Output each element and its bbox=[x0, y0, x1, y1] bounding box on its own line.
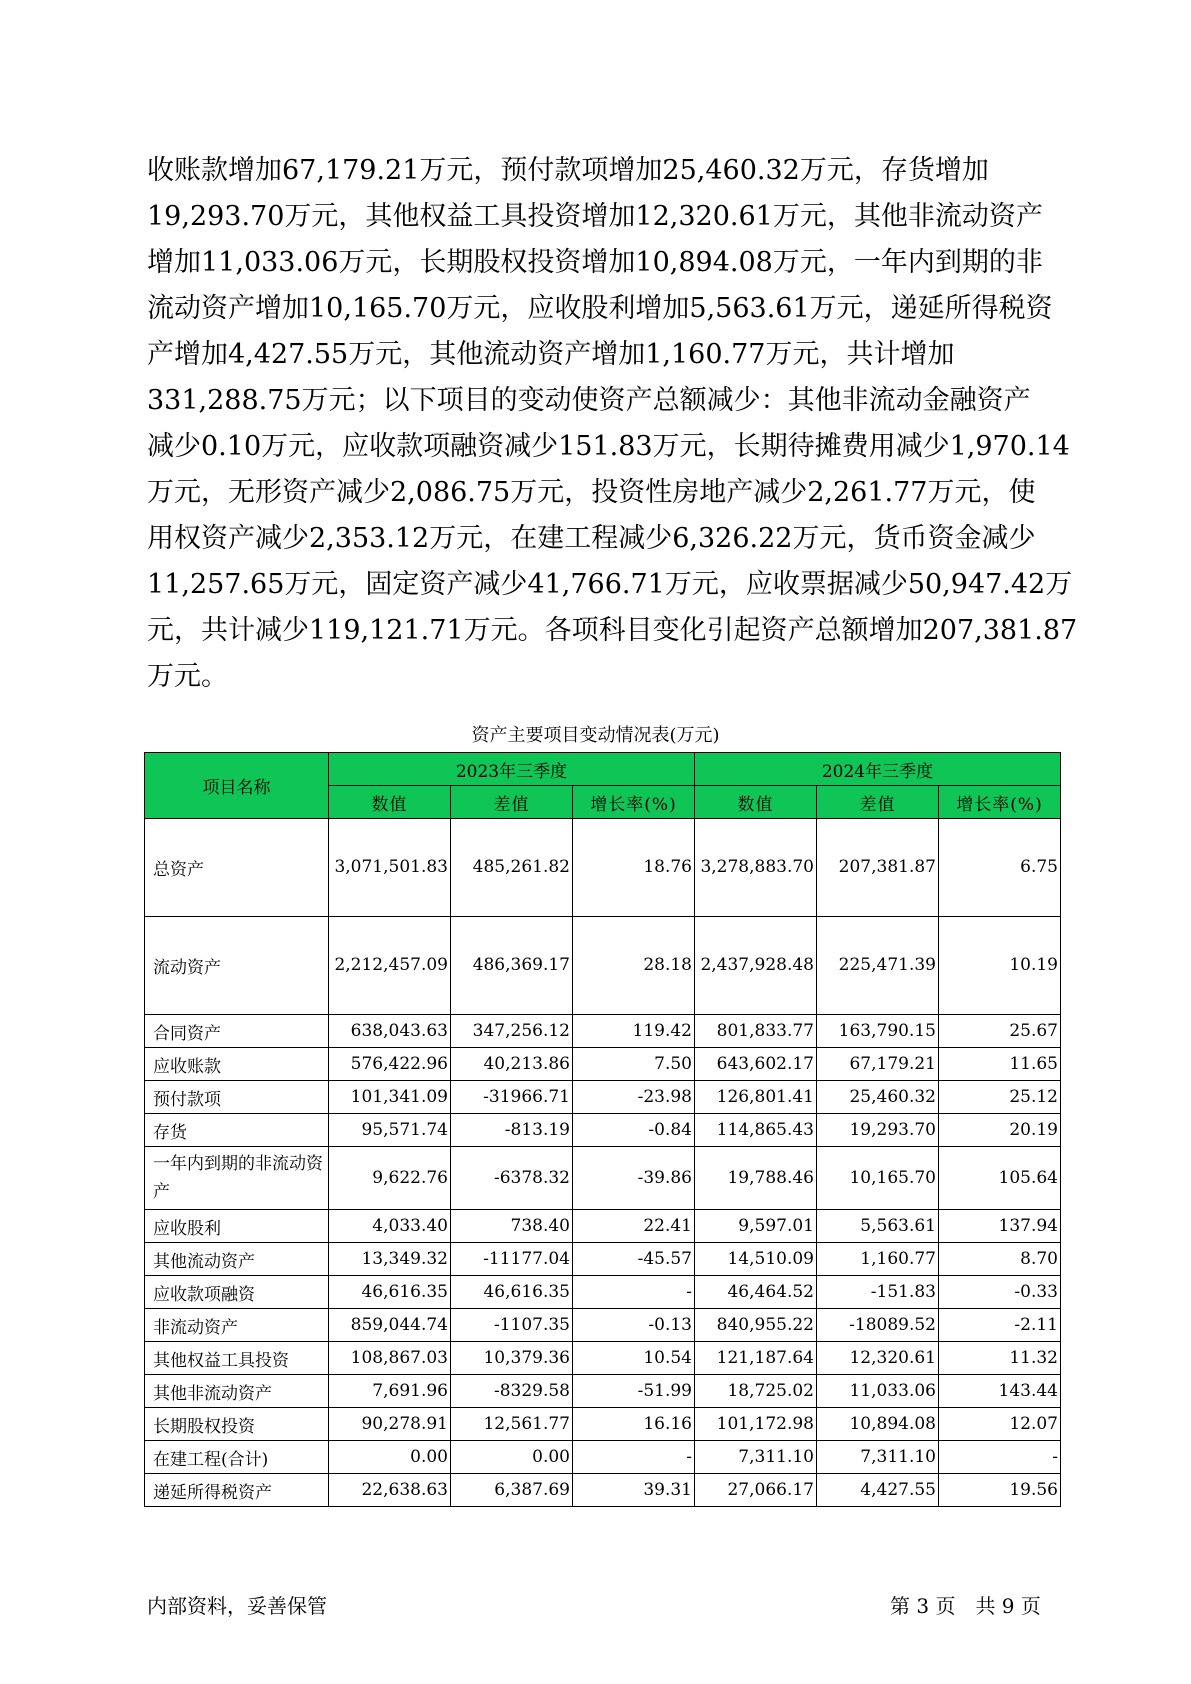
row-cell: 6.75 bbox=[939, 819, 1061, 917]
row-cell: 19.56 bbox=[939, 1474, 1061, 1507]
row-cell: 347,256.12 bbox=[451, 1015, 573, 1048]
row-cell: -51.99 bbox=[573, 1375, 695, 1408]
row-cell: 25.12 bbox=[939, 1081, 1061, 1114]
row-cell: 840,955.22 bbox=[695, 1309, 817, 1342]
row-cell: 137.94 bbox=[939, 1210, 1061, 1243]
row-cell: 108,867.03 bbox=[329, 1342, 451, 1375]
row-cell: 10.19 bbox=[939, 917, 1061, 1015]
row-cell: 4,033.40 bbox=[329, 1210, 451, 1243]
table-row bbox=[145, 1441, 1061, 1474]
row-cell: 27,066.17 bbox=[695, 1474, 817, 1507]
row-item-name: 其他权益工具投资 bbox=[145, 1342, 329, 1375]
table-row bbox=[145, 917, 1061, 1015]
row-cell: 39.31 bbox=[573, 1474, 695, 1507]
row-cell: - bbox=[939, 1441, 1061, 1474]
row-cell: -813.19 bbox=[451, 1114, 573, 1147]
table-row bbox=[145, 1474, 1061, 1507]
row-cell: -11177.04 bbox=[451, 1243, 573, 1276]
header-period-2023: 2023年三季度 bbox=[329, 753, 695, 786]
subheader-growth: 增长率(%) bbox=[939, 786, 1061, 819]
table-row bbox=[145, 1276, 1061, 1309]
table-row bbox=[145, 1048, 1061, 1081]
row-cell: 46,464.52 bbox=[695, 1276, 817, 1309]
row-cell: 738.40 bbox=[451, 1210, 573, 1243]
row-cell: 126,801.41 bbox=[695, 1081, 817, 1114]
row-cell: - bbox=[573, 1276, 695, 1309]
row-cell: 801,833.77 bbox=[695, 1015, 817, 1048]
row-item-name: 其他非流动资产 bbox=[145, 1375, 329, 1408]
row-cell: 19,293.70 bbox=[817, 1114, 939, 1147]
row-cell: -23.98 bbox=[573, 1081, 695, 1114]
row-cell: 3,278,883.70 bbox=[695, 819, 817, 917]
row-cell: 10.54 bbox=[573, 1342, 695, 1375]
paragraph-line: 万元，无形资产减少2,086.75万元，投资性房地产减少2,261.77万元，使 bbox=[147, 477, 1036, 508]
row-item-name: 递延所得税资产 bbox=[145, 1474, 329, 1507]
row-cell: 485,261.82 bbox=[451, 819, 573, 917]
row-cell: 8.70 bbox=[939, 1243, 1061, 1276]
row-cell: 6,387.69 bbox=[451, 1474, 573, 1507]
row-cell: 163,790.15 bbox=[817, 1015, 939, 1048]
row-cell: -18089.52 bbox=[817, 1309, 939, 1342]
row-cell: 0.00 bbox=[451, 1441, 573, 1474]
paragraph-line: 收账款增加67,179.21万元，预付款项增加25,460.32万元，存货增加 bbox=[147, 155, 989, 186]
row-item-name: 总资产 bbox=[145, 819, 329, 917]
paragraph-line: 元，共计减少119,121.71万元。各项科目变化引起资产总额增加207,381.87 bbox=[147, 615, 1078, 646]
subheader-diff: 差值 bbox=[451, 786, 573, 819]
row-cell: -2.11 bbox=[939, 1309, 1061, 1342]
row-item-name: 应收股利 bbox=[145, 1210, 329, 1243]
row-cell: 18,725.02 bbox=[695, 1375, 817, 1408]
row-cell: -39.86 bbox=[573, 1147, 695, 1210]
row-cell: 67,179.21 bbox=[817, 1048, 939, 1081]
row-cell: 1,160.77 bbox=[817, 1243, 939, 1276]
table-row bbox=[145, 1210, 1061, 1243]
row-item-name: 在建工程(合计) bbox=[145, 1441, 329, 1474]
paragraph-line: 减少0.10万元，应收款项融资减少151.83万元，长期待摊费用减少1,970.14 bbox=[147, 431, 1070, 462]
subheader-diff: 差值 bbox=[817, 786, 939, 819]
row-cell: 225,471.39 bbox=[817, 917, 939, 1015]
row-cell: 143.44 bbox=[939, 1375, 1061, 1408]
row-cell: 20.19 bbox=[939, 1114, 1061, 1147]
row-item-name: 合同资产 bbox=[145, 1015, 329, 1048]
paragraph-line: 增加11,033.06万元，长期股权投资增加10,894.08万元，一年内到期的非 bbox=[147, 247, 1043, 278]
paragraph-line: 万元。 bbox=[147, 661, 228, 692]
row-cell: 2,437,928.48 bbox=[695, 917, 817, 1015]
row-item-name: 其他流动资产 bbox=[145, 1243, 329, 1276]
row-cell: 10,379.36 bbox=[451, 1342, 573, 1375]
row-cell: 7,691.96 bbox=[329, 1375, 451, 1408]
row-cell: 25.67 bbox=[939, 1015, 1061, 1048]
table-header-row bbox=[145, 753, 1061, 786]
asset-change-table bbox=[144, 752, 1061, 1507]
row-cell: 3,071,501.83 bbox=[329, 819, 451, 917]
paragraph-line: 19,293.70万元，其他权益工具投资增加12,320.61万元，其他非流动资产 bbox=[147, 201, 1043, 232]
row-cell: 40,213.86 bbox=[451, 1048, 573, 1081]
row-cell: 486,369.17 bbox=[451, 917, 573, 1015]
row-cell: 101,172.98 bbox=[695, 1408, 817, 1441]
row-cell: 16.16 bbox=[573, 1408, 695, 1441]
row-cell: 14,510.09 bbox=[695, 1243, 817, 1276]
row-cell: -1107.35 bbox=[451, 1309, 573, 1342]
row-cell: 4,427.55 bbox=[817, 1474, 939, 1507]
row-cell: 22,638.63 bbox=[329, 1474, 451, 1507]
table-row bbox=[145, 1375, 1061, 1408]
table-row bbox=[145, 1408, 1061, 1441]
row-cell: 859,044.74 bbox=[329, 1309, 451, 1342]
table-caption: 资产主要项目变动情况表(万元) bbox=[471, 725, 720, 746]
row-cell: 643,602.17 bbox=[695, 1048, 817, 1081]
row-cell: 9,622.76 bbox=[329, 1147, 451, 1210]
row-cell: 10,165.70 bbox=[817, 1147, 939, 1210]
row-cell: 105.64 bbox=[939, 1147, 1061, 1210]
row-cell: -8329.58 bbox=[451, 1375, 573, 1408]
row-item-name: 一年内到期的非流动资产 bbox=[145, 1147, 329, 1210]
paragraph-line: 流动资产增加10,165.70万元，应收股利增加5,563.61万元，递延所得税资 bbox=[147, 293, 1053, 324]
row-cell: 28.18 bbox=[573, 917, 695, 1015]
table-row bbox=[145, 1015, 1061, 1048]
table-row bbox=[145, 1309, 1061, 1342]
row-cell: 11.65 bbox=[939, 1048, 1061, 1081]
table-row bbox=[145, 1342, 1061, 1375]
table-row bbox=[145, 1243, 1061, 1276]
row-cell: 7,311.10 bbox=[817, 1441, 939, 1474]
paragraph-line: 产增加4,427.55万元，其他流动资产增加1,160.77万元，共计增加 bbox=[147, 339, 955, 370]
row-item-name: 长期股权投资 bbox=[145, 1408, 329, 1441]
page-number: 第 3 页 共 9 页 bbox=[890, 1594, 1041, 1618]
row-cell: 114,865.43 bbox=[695, 1114, 817, 1147]
table-row bbox=[145, 1147, 1061, 1210]
table-row bbox=[145, 1081, 1061, 1114]
row-item-name: 流动资产 bbox=[145, 917, 329, 1015]
row-cell: 638,043.63 bbox=[329, 1015, 451, 1048]
row-cell: -0.84 bbox=[573, 1114, 695, 1147]
row-cell: 207,381.87 bbox=[817, 819, 939, 917]
paragraph-line: 用权资产减少2,353.12万元，在建工程减少6,326.22万元，货币资金减少 bbox=[147, 523, 1036, 554]
row-cell: 101,341.09 bbox=[329, 1081, 451, 1114]
header-period-2024: 2024年三季度 bbox=[695, 753, 1061, 786]
row-item-name: 预付款项 bbox=[145, 1081, 329, 1114]
footer-note: 内部资料，妥善保管 bbox=[147, 1594, 327, 1618]
row-cell: 10,894.08 bbox=[817, 1408, 939, 1441]
row-cell: 12.07 bbox=[939, 1408, 1061, 1441]
row-cell: 5,563.61 bbox=[817, 1210, 939, 1243]
row-cell: 90,278.91 bbox=[329, 1408, 451, 1441]
row-item-name: 应收账款 bbox=[145, 1048, 329, 1081]
body-paragraph bbox=[147, 148, 1078, 700]
row-cell: 46,616.35 bbox=[329, 1276, 451, 1309]
row-cell: -45.57 bbox=[573, 1243, 695, 1276]
row-cell: 95,571.74 bbox=[329, 1114, 451, 1147]
table-row bbox=[145, 1114, 1061, 1147]
subheader-value: 数值 bbox=[329, 786, 451, 819]
row-cell: - bbox=[573, 1441, 695, 1474]
row-cell: 12,561.77 bbox=[451, 1408, 573, 1441]
row-cell: 46,616.35 bbox=[451, 1276, 573, 1309]
row-item-name: 应收款项融资 bbox=[145, 1276, 329, 1309]
row-cell: -0.13 bbox=[573, 1309, 695, 1342]
row-cell: 12,320.61 bbox=[817, 1342, 939, 1375]
paragraph-line: 11,257.65万元，固定资产减少41,766.71万元，应收票据减少50,947.42万 bbox=[147, 569, 1073, 600]
row-cell: 7.50 bbox=[573, 1048, 695, 1081]
row-cell: 576,422.96 bbox=[329, 1048, 451, 1081]
row-cell: 19,788.46 bbox=[695, 1147, 817, 1210]
row-cell: -151.83 bbox=[817, 1276, 939, 1309]
row-cell: 25,460.32 bbox=[817, 1081, 939, 1114]
row-cell: 7,311.10 bbox=[695, 1441, 817, 1474]
row-cell: 2,212,457.09 bbox=[329, 917, 451, 1015]
row-cell: 13,349.32 bbox=[329, 1243, 451, 1276]
row-cell: 11.32 bbox=[939, 1342, 1061, 1375]
row-cell: 22.41 bbox=[573, 1210, 695, 1243]
header-item-name: 项目名称 bbox=[145, 753, 329, 819]
row-cell: -0.33 bbox=[939, 1276, 1061, 1309]
row-cell: 11,033.06 bbox=[817, 1375, 939, 1408]
row-cell: 121,187.64 bbox=[695, 1342, 817, 1375]
paragraph-line: 331,288.75万元；以下项目的变动使资产总额减少：其他非流动金融资产 bbox=[147, 385, 1031, 416]
row-cell: -31966.71 bbox=[451, 1081, 573, 1114]
row-cell: -6378.32 bbox=[451, 1147, 573, 1210]
subheader-value: 数值 bbox=[695, 786, 817, 819]
table-row bbox=[145, 819, 1061, 917]
subheader-growth: 增长率(%) bbox=[573, 786, 695, 819]
row-cell: 0.00 bbox=[329, 1441, 451, 1474]
row-cell: 119.42 bbox=[573, 1015, 695, 1048]
row-item-name: 非流动资产 bbox=[145, 1309, 329, 1342]
row-cell: 18.76 bbox=[573, 819, 695, 917]
row-cell: 9,597.01 bbox=[695, 1210, 817, 1243]
row-item-name: 存货 bbox=[145, 1114, 329, 1147]
